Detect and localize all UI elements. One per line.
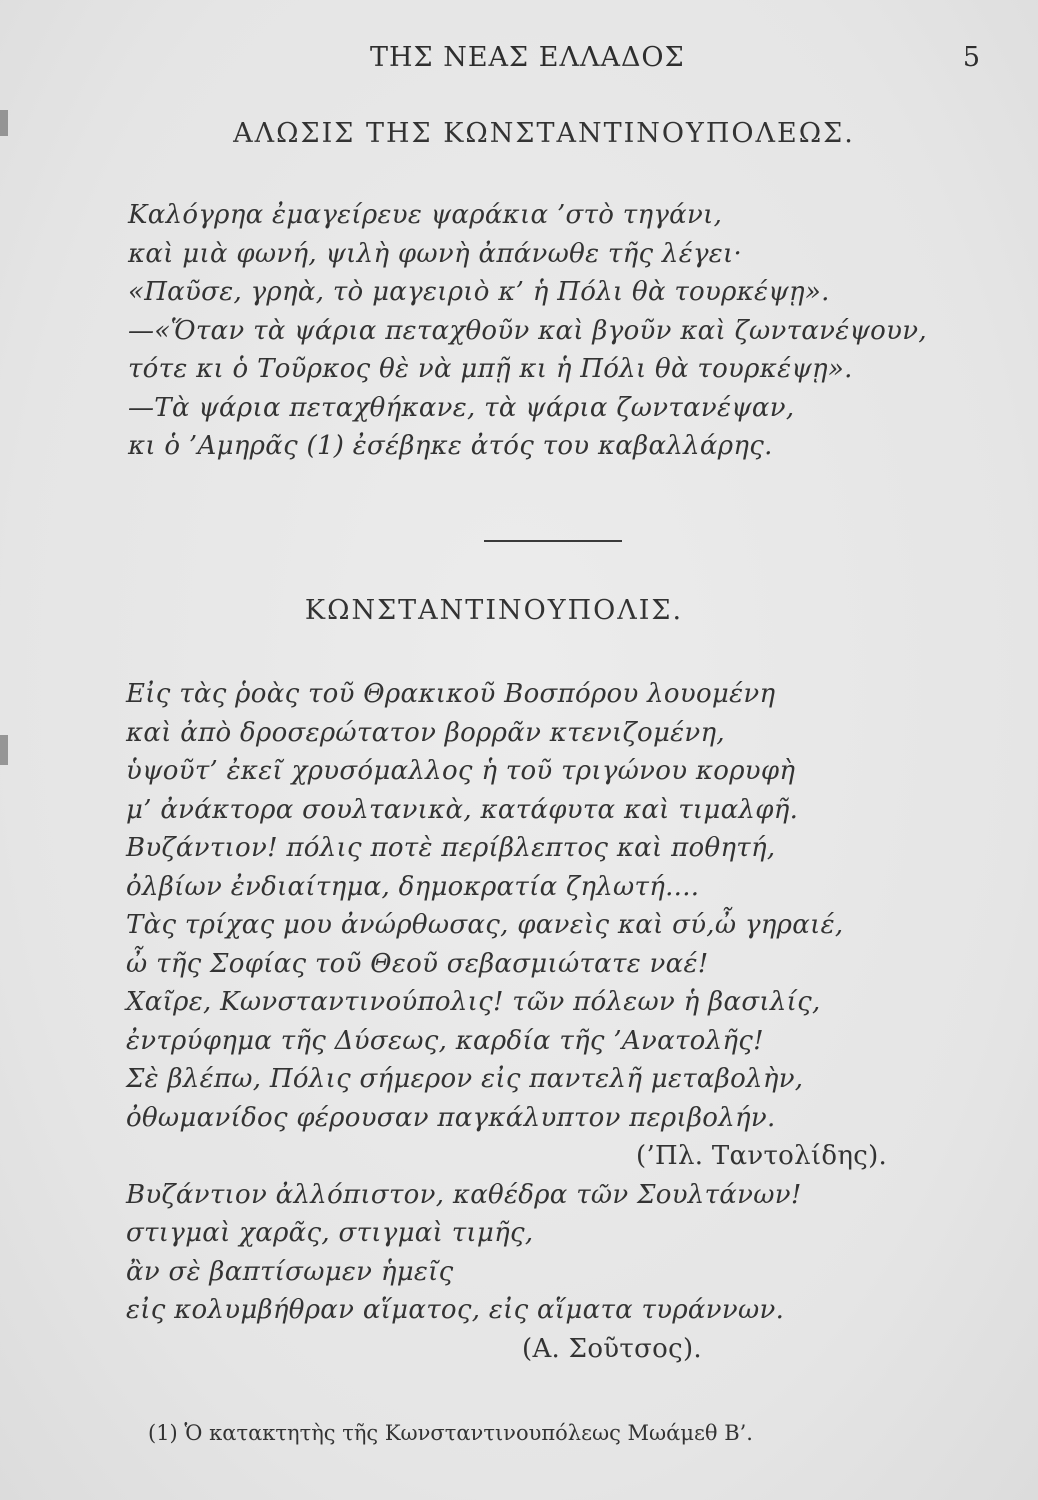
poem-line: Τὰς τρίχας μου ἀνώρθωσας, φανεὶς καὶ σύ,ὦ γηραιέ, [126, 910, 844, 940]
poem-alosis [128, 196, 927, 466]
poem-line: μ’ ἀνάκτορα σουλτανικὰ, κατάφυτα καὶ τιμαλφῆ. [126, 794, 799, 825]
poem-line: κι ὁ ’Αμηρᾶς (1) ἐσέβηκε ἀτός του καβαλλάρης. [128, 431, 773, 461]
page-number: 5 [962, 42, 980, 73]
section-title-alosis: ΑΛΩΣΙΣ ΤΗΣ ΚΩΝΣΤΑΝΤΙΝΟΥΠΟΛΕΩΣ. [233, 118, 855, 149]
margin-tear-mark [0, 110, 8, 136]
running-head-title: ΤΗΣ ΝΕΑΣ ΕΛΛΑΔΟΣ [370, 42, 685, 73]
poem-line: ὀθωμανίδος φέρουσαν παγκάλυπτον περιβολήν. [126, 1102, 776, 1133]
section-title-konstantinoupolis: ΚΩΝΣΤΑΝΤΙΝΟΥΠΟΛΙΣ. [304, 595, 684, 626]
poem-line: «Παῦσε, γρηὰ, τὸ μαγειριὸ κ’ ἡ Πόλι θὰ τουρκέψῃ». [128, 277, 830, 307]
poem-line: ἐντρύφημα τῆς Δύσεως, καρδία τῆς ’Ανατολῆς! [126, 1025, 764, 1056]
poem-line: Εἰς τὰς ῥοὰς τοῦ Θρακικοῦ Βοσπόρου λουομένη [126, 679, 776, 709]
attribution: (’Πλ. Ταντολίδης). [636, 1141, 888, 1171]
poem-konstantinoupolis [126, 675, 887, 1368]
poem-line: Καλόγρηα ἐμαγείρευε ψαράκια ’στὸ τηγάνι, [128, 200, 723, 230]
poem-line: στιγμαὶ χαρᾶς, στιγμαὶ τιμῆς, [126, 1218, 534, 1248]
footnote: (1) Ὁ κατακτητὴς τῆς Κωνσταντινουπόλεως Μωάμεθ Β’. [148, 1421, 753, 1445]
poem-line: Βυζάντιον! πόλις ποτὲ περίβλεπτος καὶ ποθητή, [126, 833, 776, 863]
poem-line: καὶ μιὰ φωνή, ψιλὴ φωνὴ ἀπάνωθε τῆς λέγει· [128, 238, 743, 269]
poem-line: ὀλβίων ἐνδιαίτημα, δημοκρατία ζηλωτή.... [126, 871, 700, 902]
poem-line: εἰς κολυμβήθραν αἵματος, εἰς αἵματα τυράννων. [126, 1295, 785, 1325]
poem-line: Σὲ βλέπω, Πόλις σήμερον εἰς παντελῆ μεταβολὴν, [126, 1064, 804, 1094]
section-divider [484, 540, 622, 542]
poem-line: ὦ τῆς Σοφίας τοῦ Θεοῦ σεβασμιώτατε ναέ! [126, 948, 709, 979]
margin-tear-mark [0, 735, 8, 765]
poem-line: ἂν σὲ βαπτίσωμεν ἡμεῖς [126, 1256, 454, 1287]
poem-line: τότε κι ὁ Τοῦρκος θὲ νὰ μπῇ κι ἡ Πόλι θὰ τουρκέψῃ». [128, 354, 853, 384]
poem-line: —«Ὅταν τὰ ψάρια πεταχθοῦν καὶ βγοῦν καὶ ζωντανέψουν, [128, 315, 927, 346]
poem-line: Χαῖρε, Κωνσταντινούπολις! τῶν πόλεων ἡ βασιλίς, [126, 987, 821, 1017]
running-head [0, 42, 1038, 82]
poem-line: καὶ ἀπὸ δροσερώτατον βορρᾶν κτενιζομένη, [126, 717, 725, 748]
attribution: (Α. Σοῦτσος). [522, 1333, 702, 1364]
poem-line: Βυζάντιον ἀλλόπιστον, καθέδρα τῶν Σουλτάνων! [126, 1179, 802, 1210]
poem-line: —Τὰ ψάρια πεταχθήκανε, τὰ ψάρια ζωντανέψαν, [128, 392, 795, 423]
poem-line: ὑψοῦτ’ ἐκεῖ χρυσόμαλλος ἡ τοῦ τριγώνου κορυφὴ [126, 756, 796, 786]
